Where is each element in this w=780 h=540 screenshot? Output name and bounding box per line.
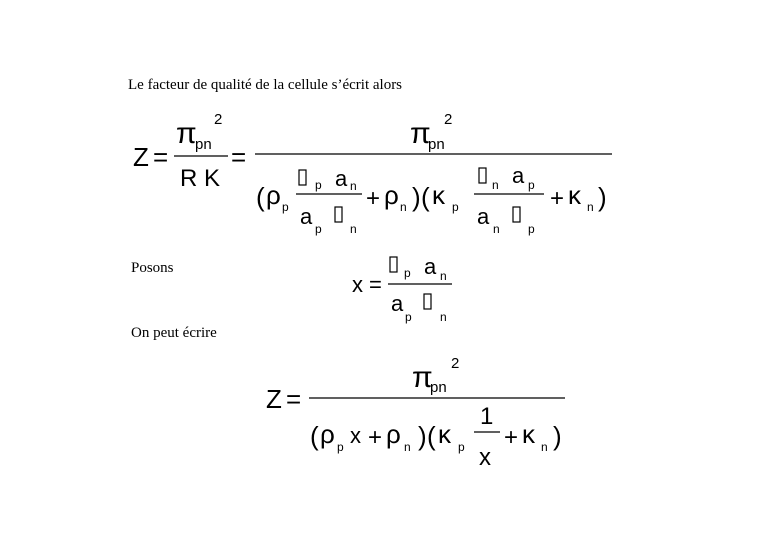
a-symbol-3: a xyxy=(512,163,525,188)
z-symbol-2: Z xyxy=(266,384,282,414)
kappa-symbol-3: κ xyxy=(438,419,451,449)
placeholder-box-6 xyxy=(424,294,431,309)
equals-sign-3: = xyxy=(369,272,382,297)
sub-n-2: n xyxy=(350,222,357,236)
x-symbol-1: x xyxy=(352,272,363,297)
kappa-symbol-2: κ xyxy=(568,180,581,210)
placeholder-box-4 xyxy=(513,207,520,222)
plus-sign-3: + xyxy=(368,424,383,451)
rho-subscript-p: p xyxy=(282,200,289,214)
pn-subscript-2: pn xyxy=(428,136,445,153)
on-peut-ecrire-text: On peut écrire xyxy=(131,325,217,341)
pi-symbol-2: π xyxy=(410,117,431,150)
sub-n-1: n xyxy=(350,179,357,193)
pi-symbol-3: π xyxy=(412,361,433,394)
equation-posons xyxy=(352,254,452,324)
sub-p-5: p xyxy=(404,266,411,280)
sub-n-3: n xyxy=(492,178,499,192)
pn-subscript-3: pn xyxy=(430,379,447,396)
a-symbol-4: a xyxy=(477,204,490,229)
posons-text: Posons xyxy=(131,260,174,276)
sub-p-1: p xyxy=(315,178,322,192)
sub-p-6: p xyxy=(405,310,412,324)
equation-simplified xyxy=(266,355,565,471)
equals-sign-4: = xyxy=(286,384,302,414)
squared-exponent-1: 2 xyxy=(214,111,223,128)
squared-exponent-2: 2 xyxy=(444,111,453,128)
rho-symbol-4: ρ xyxy=(386,419,401,449)
intro-text: Le facteur de qualité de la cellule s’écrit alors xyxy=(128,77,403,93)
left-paren-4: ( xyxy=(427,421,436,451)
sub-n-6: n xyxy=(440,310,447,324)
left-paren-3: ( xyxy=(310,421,319,451)
sub-n-4: n xyxy=(493,222,500,236)
kappa-subscript-n: n xyxy=(587,200,594,214)
sub-p-3: p xyxy=(528,178,535,192)
rho-subscript-n: n xyxy=(400,200,407,214)
equation-quality-factor xyxy=(133,111,612,236)
x-denominator: x xyxy=(479,444,491,471)
equals-sign-1: = xyxy=(153,142,169,172)
pi-symbol-1: π xyxy=(176,117,197,150)
sub-n-5: n xyxy=(440,269,447,283)
sub-p-4: p xyxy=(528,222,535,236)
pn-subscript-1: pn xyxy=(195,136,212,153)
left-paren-1: ( xyxy=(256,182,265,212)
one-numerator: 1 xyxy=(480,403,494,430)
rho-symbol-1: ρ xyxy=(266,180,281,210)
a-symbol-2: a xyxy=(300,204,313,229)
placeholder-box-1 xyxy=(299,170,306,185)
kappa-symbol-1: κ xyxy=(432,180,445,210)
a-symbol-5: a xyxy=(424,254,437,279)
right-paren-4: ) xyxy=(553,421,562,451)
rk-denominator: R K xyxy=(180,165,221,192)
placeholder-box-3 xyxy=(479,168,486,183)
right-paren-2: ) xyxy=(598,182,607,212)
z-symbol: Z xyxy=(133,142,149,172)
placeholder-box-5 xyxy=(390,257,397,272)
right-paren-3: ) xyxy=(418,421,427,451)
rho-subscript-p-2: p xyxy=(337,440,344,454)
a-symbol-1: a xyxy=(335,166,348,191)
plus-sign-1: + xyxy=(366,185,381,212)
right-paren-1: ) xyxy=(412,182,421,212)
equals-sign-2: = xyxy=(231,142,247,172)
a-symbol-6: a xyxy=(391,291,404,316)
kappa-subscript-n-2: n xyxy=(541,440,548,454)
placeholder-box-2 xyxy=(335,207,342,222)
kappa-subscript-p-2: p xyxy=(458,440,465,454)
plus-sign-2: + xyxy=(550,185,565,212)
squared-exponent-3: 2 xyxy=(451,355,460,372)
plus-sign-4: + xyxy=(504,424,519,451)
x-symbol-2: x xyxy=(350,423,361,448)
sub-p-2: p xyxy=(315,222,322,236)
kappa-subscript-p: p xyxy=(452,200,459,214)
left-paren-2: ( xyxy=(421,182,430,212)
rho-symbol-2: ρ xyxy=(384,180,399,210)
rho-subscript-n-2: n xyxy=(404,440,411,454)
rho-symbol-3: ρ xyxy=(320,419,335,449)
kappa-symbol-4: κ xyxy=(522,419,535,449)
